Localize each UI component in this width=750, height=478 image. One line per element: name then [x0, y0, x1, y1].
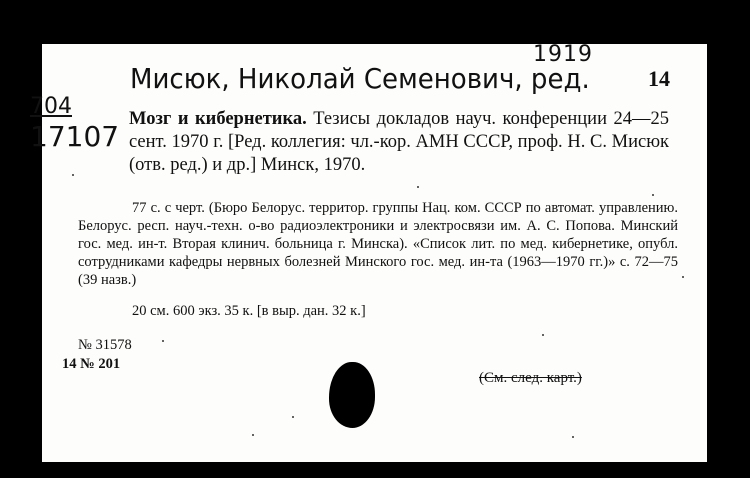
dust-speck [162, 340, 164, 342]
format-and-price: 20 см. 600 экз. 35 к. [в выр. дан. 32 к.] [132, 303, 366, 319]
handwritten-shelf-code-bottom: 17107 [30, 120, 120, 153]
dust-speck [572, 436, 574, 438]
punched-hole [329, 362, 375, 428]
heading-number: 14 [648, 66, 670, 91]
handwritten-shelf-code-top: 704 [30, 94, 72, 119]
dust-speck [652, 194, 654, 196]
dust-speck [542, 334, 544, 336]
physical-description: 77 с. с черт. (Бюро Белорус. территор. группы Нац. ком. СССР по автомат. управлению. Белорус. респ. науч.-техн. о-во радиоэлектроники и электросвязи им. А. С. Попова. Минский гос. мед. ин-т. Вторая клинич. больница г. Минска). «Список лит. по мед. кибернетике, опубл. сотрудниками кафедры нервных болезней Минского гос. мед. ин-та (1963—1970 гг.)» с. 72—75 (39 назв.) [78, 200, 678, 288]
bibliographic-entry [129, 108, 669, 177]
catalog-card [30, 42, 707, 462]
dust-speck [252, 434, 254, 436]
dust-speck [292, 416, 294, 418]
catalog-number: № 31578 [78, 337, 132, 353]
card-number: 14 № 201 [62, 356, 121, 372]
dust-speck [682, 276, 684, 278]
handwritten-year: 1919 [533, 42, 593, 67]
dust-speck [72, 174, 74, 176]
entry-body: Тезисы докладов науч. конференции 24—25 сент. 1970 г. [Ред. коллегия: чл.-кор. АМН СССР, проф. Н. С. Мисюк (отв. ред.) и др.] Минск, 1970. [129, 109, 669, 175]
cross-reference: (См. след. карт.) [479, 370, 582, 386]
handwritten-author-heading: Мисюк, Николай Семенович, ред. [130, 62, 590, 95]
entry-title: Мозг и кибернетика. [129, 109, 307, 129]
dust-speck [417, 186, 419, 188]
